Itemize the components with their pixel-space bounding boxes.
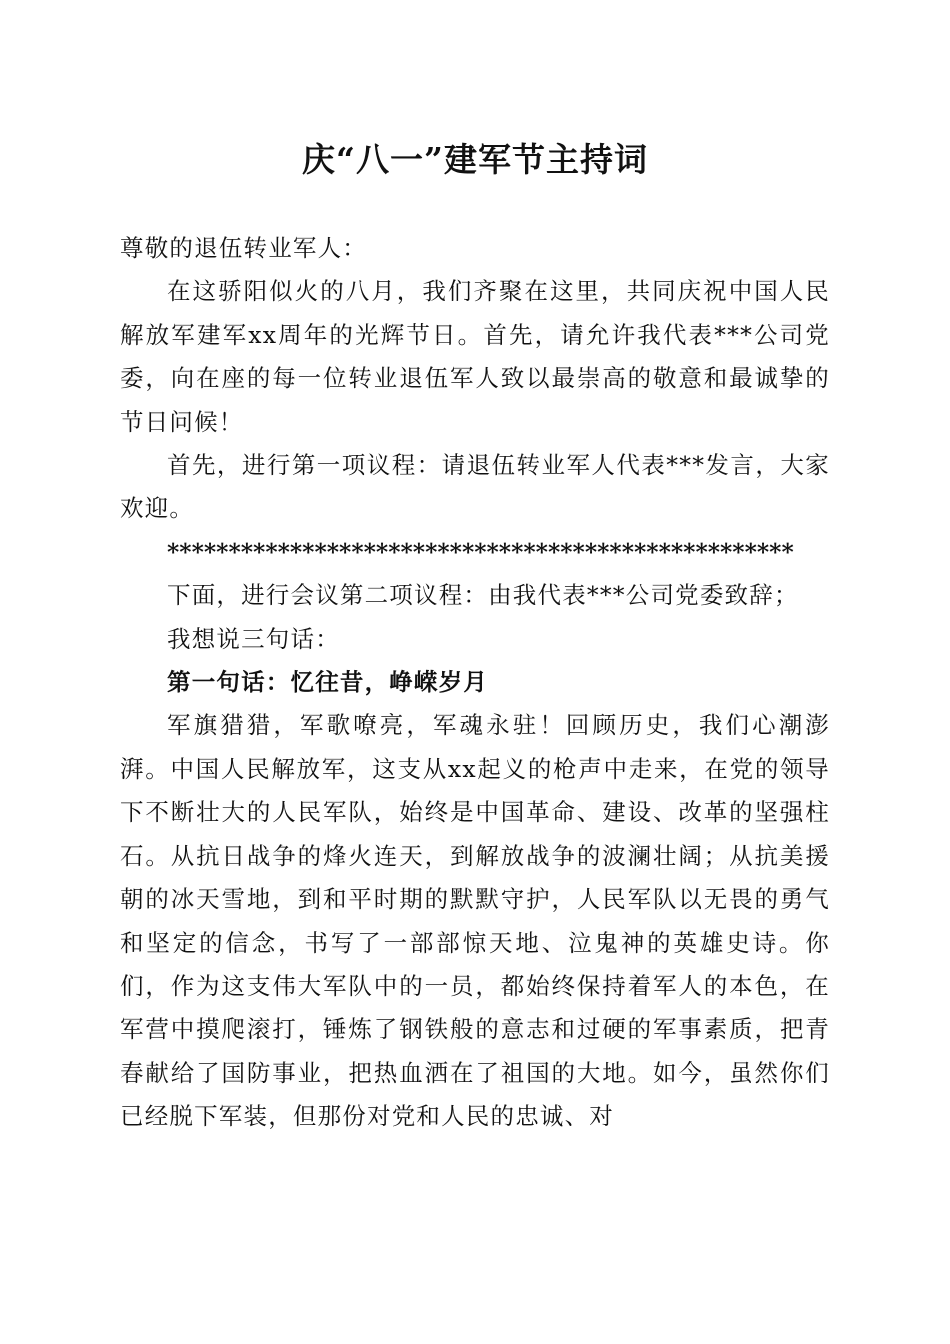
document-body: [120, 227, 830, 1139]
document-title: 庆“八一”建军节主持词: [302, 140, 648, 179]
section-one-body: 军旗猎猎，军歌嘹亮，军魂永驻！回顾历史，我们心潮澎湃。中国人民解放军，这支从xx起义的枪声中走来，在党的领导下不断壮大的人民军队，始终是中国革命、建设、改革的坚强柱石。从抗日战争的烽火连天，到解放战争的波澜壮阔；从抗美援朝的冰天雪地，到和平时期的默默守护，人民军队以无畏的勇气和坚定的信念，书写了一部部惊天地、泣鬼神的英雄史诗。你们，作为这支伟大军队中的一员，都始终保持着军人的本色，在军营中摸爬滚打，锤炼了钢铁般的意志和过硬的军事素质，把青春献给了国防事业，把热血洒在了祖国的大地。如今，虽然你们已经脱下军装，但那份对党和人民的忠诚、对: [120, 711, 830, 1131]
paragraph-agenda-one: 首先，进行第一项议程：请退伍转业军人代表***发言，大家欢迎。: [120, 451, 830, 523]
paragraph-agenda-two: 下面，进行会议第二项议程：由我代表***公司党委致辞；: [167, 581, 799, 610]
paragraph-intro-three: 我想说三句话：: [167, 624, 340, 653]
section-one-heading: 第一句话：忆往昔，峥嵘岁月: [167, 668, 489, 697]
paragraph-opening: 在这骄阳似火的八月，我们齐聚在这里，共同庆祝中国人民解放军建军xx周年的光辉节日。首先，请允许我代表***公司党委，向在座的每一位转业退伍军人致以最崇高的敬意和最诚挚的节日问候！: [120, 277, 830, 436]
separator-line: ***************************************************: [167, 537, 794, 566]
salutation: 尊敬的退伍转业军人：: [120, 234, 367, 262]
